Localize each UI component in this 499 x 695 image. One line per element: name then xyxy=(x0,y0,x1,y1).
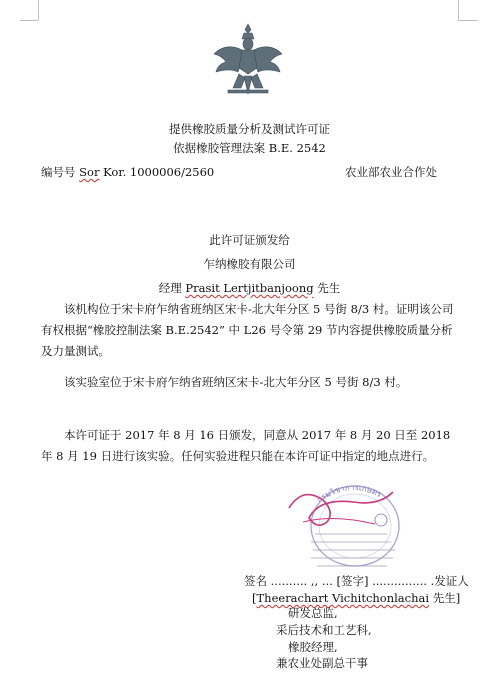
signer-suffix: 先生] xyxy=(429,591,461,605)
signer-title: 橡胶经理, xyxy=(288,640,338,654)
signer-title: 兼农业处副总干事 xyxy=(276,656,368,670)
body-paragraph-1: 该机构位于宋卡府乍纳省班纳区宋卡-北大年分区 5 号街 8/3 村。证明该公司有权根据“橡胶控制法案 B.E.2542” 中 L26 号令第 29 节内容提供橡胶质量分析及力量测试。 xyxy=(41,302,454,358)
garuda-emblem-icon xyxy=(208,20,288,100)
reference-number xyxy=(41,165,214,180)
reference-code: Kor. 1000006/2560 xyxy=(99,165,215,179)
manager-suffix: 先生 xyxy=(313,281,341,295)
reference-label: 编号号 xyxy=(41,165,80,179)
signer-title: 采后技术和工艺科, xyxy=(276,623,372,637)
crop-mark xyxy=(458,20,478,21)
manager-name: Prasit Lertjitbanjoong xyxy=(185,281,314,295)
signer-title: 研发总监, xyxy=(288,606,338,620)
crop-mark xyxy=(458,0,459,20)
bracket-open: [ xyxy=(252,591,257,605)
body-paragraph-2: 该实验室位于宋卡府乍纳省班纳区宋卡-北大年分区 5 号街 8/3 村。 xyxy=(64,375,408,389)
reference-code-prefix: Sor xyxy=(79,165,100,179)
manager-line xyxy=(0,281,499,296)
signer-name-line xyxy=(252,591,460,606)
crop-mark xyxy=(20,20,38,21)
body-paragraph-3: 本许可证于 2017 年 8 月 16 日颁发，同意从 2017 年 8 月 20 日至 2018 年 8 月 19 日进行该实验。任何实验进程只能在本许可证中指定的地点进行。 xyxy=(41,428,451,463)
department-name: 农业部农业合作处 xyxy=(345,165,437,179)
certificate-title: 提供橡胶质量分析及测试许可证 xyxy=(169,122,330,136)
company-name: 乍纳橡胶有限公司 xyxy=(203,257,296,271)
signature-line: 签名 .......... ,, ... [签字] ............... .发证人 xyxy=(244,574,469,588)
manager-prefix: 经理 xyxy=(158,281,186,295)
crop-mark xyxy=(38,0,39,20)
act-number: B.E. 2542 xyxy=(268,141,326,155)
signer-name: Theerachart Vichitchonlachai xyxy=(256,591,430,605)
official-seal-icon xyxy=(283,478,421,582)
subtitle-text: 依据橡胶管理法案 xyxy=(173,141,269,155)
seal-text: กรมวิชาการเกษตร xyxy=(315,482,383,505)
issued-to-intro: 此许可证颁发给 xyxy=(209,233,290,247)
certificate-subtitle xyxy=(0,141,499,156)
